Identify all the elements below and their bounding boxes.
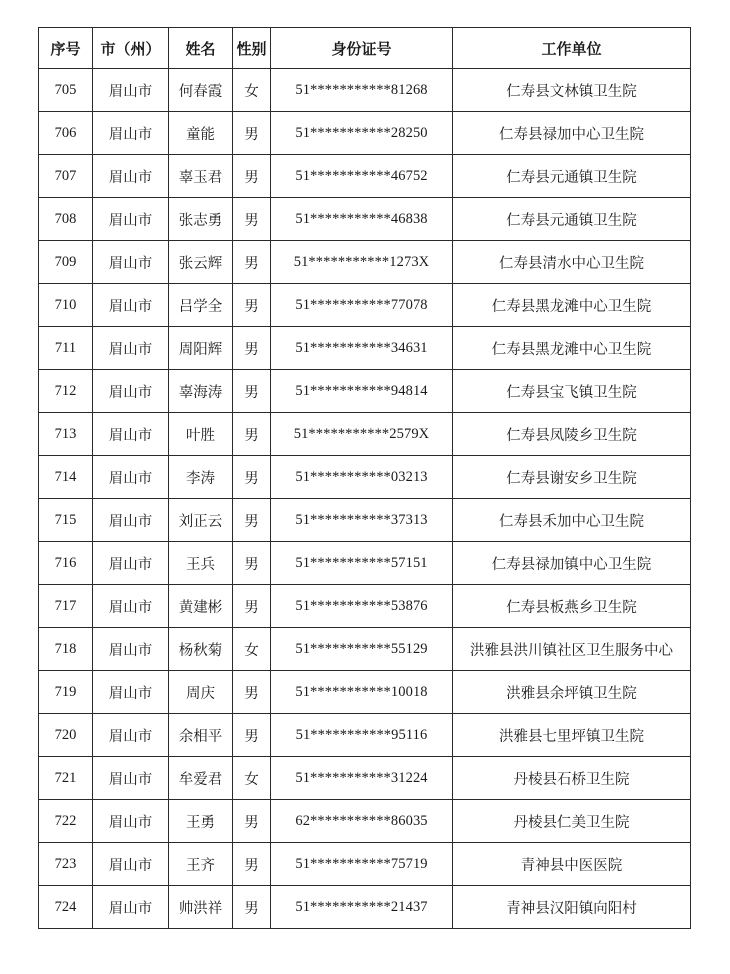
cell-seq: 715: [39, 499, 93, 542]
cell-city: 眉山市: [93, 112, 169, 155]
table-row: [39, 284, 691, 327]
table-row: [39, 542, 691, 585]
cell-seq: 711: [39, 327, 93, 370]
cell-workplace: 仁寿县黑龙滩中心卫生院: [453, 284, 691, 327]
cell-name: 帅洪祥: [169, 886, 233, 929]
cell-name: 杨秋菊: [169, 628, 233, 671]
table-row: [39, 886, 691, 929]
cell-id-number: 51***********95116: [271, 714, 453, 757]
cell-seq: 718: [39, 628, 93, 671]
cell-gender: 男: [233, 241, 271, 284]
cell-city: 眉山市: [93, 155, 169, 198]
cell-workplace: 仁寿县元通镇卫生院: [453, 198, 691, 241]
cell-workplace: 洪雅县七里坪镇卫生院: [453, 714, 691, 757]
cell-seq: 722: [39, 800, 93, 843]
cell-city: 眉山市: [93, 284, 169, 327]
cell-workplace: 仁寿县元通镇卫生院: [453, 155, 691, 198]
table-row: [39, 112, 691, 155]
cell-seq: 707: [39, 155, 93, 198]
header-id-number: 身份证号: [271, 28, 453, 69]
cell-city: 眉山市: [93, 413, 169, 456]
cell-gender: 男: [233, 714, 271, 757]
cell-workplace: 仁寿县谢安乡卫生院: [453, 456, 691, 499]
cell-workplace: 仁寿县禾加中心卫生院: [453, 499, 691, 542]
cell-seq: 706: [39, 112, 93, 155]
cell-city: 眉山市: [93, 370, 169, 413]
cell-gender: 男: [233, 327, 271, 370]
cell-seq: 720: [39, 714, 93, 757]
cell-seq: 724: [39, 886, 93, 929]
cell-name: 张志勇: [169, 198, 233, 241]
table-body: [39, 69, 691, 929]
cell-gender: 男: [233, 155, 271, 198]
cell-id-number: 51***********55129: [271, 628, 453, 671]
header-city: 市（州）: [93, 28, 169, 69]
header-seq: 序号: [39, 28, 93, 69]
cell-workplace: 仁寿县黑龙滩中心卫生院: [453, 327, 691, 370]
cell-name: 童能: [169, 112, 233, 155]
cell-seq: 719: [39, 671, 93, 714]
table-row: [39, 757, 691, 800]
cell-id-number: 51***********94814: [271, 370, 453, 413]
cell-gender: 男: [233, 499, 271, 542]
cell-name: 李涛: [169, 456, 233, 499]
cell-city: 眉山市: [93, 499, 169, 542]
cell-gender: 男: [233, 585, 271, 628]
cell-gender: 男: [233, 800, 271, 843]
table-row: [39, 456, 691, 499]
cell-id-number: 51***********57151: [271, 542, 453, 585]
cell-gender: 男: [233, 413, 271, 456]
cell-id-number: 51***********53876: [271, 585, 453, 628]
cell-name: 牟爱君: [169, 757, 233, 800]
header-name: 姓名: [169, 28, 233, 69]
cell-workplace: 丹棱县仁美卫生院: [453, 800, 691, 843]
cell-city: 眉山市: [93, 241, 169, 284]
cell-name: 周阳辉: [169, 327, 233, 370]
cell-gender: 女: [233, 69, 271, 112]
cell-workplace: 仁寿县禄加中心卫生院: [453, 112, 691, 155]
cell-city: 眉山市: [93, 843, 169, 886]
cell-name: 王勇: [169, 800, 233, 843]
cell-city: 眉山市: [93, 327, 169, 370]
table-row: [39, 327, 691, 370]
table-row: [39, 843, 691, 886]
cell-gender: 男: [233, 112, 271, 155]
cell-seq: 705: [39, 69, 93, 112]
cell-id-number: 51***********75719: [271, 843, 453, 886]
cell-city: 眉山市: [93, 456, 169, 499]
cell-id-number: 51***********03213: [271, 456, 453, 499]
cell-id-number: 51***********81268: [271, 69, 453, 112]
table-row: [39, 241, 691, 284]
cell-workplace: 仁寿县清水中心卫生院: [453, 241, 691, 284]
table-row: [39, 499, 691, 542]
cell-seq: 713: [39, 413, 93, 456]
cell-city: 眉山市: [93, 69, 169, 112]
cell-id-number: 51***********10018: [271, 671, 453, 714]
cell-workplace: 洪雅县洪川镇社区卫生服务中心: [453, 628, 691, 671]
cell-seq: 712: [39, 370, 93, 413]
table-row: [39, 628, 691, 671]
roster-table: [38, 27, 691, 929]
cell-gender: 女: [233, 757, 271, 800]
cell-workplace: 仁寿县宝飞镇卫生院: [453, 370, 691, 413]
cell-city: 眉山市: [93, 714, 169, 757]
table-row: [39, 198, 691, 241]
cell-workplace: 仁寿县凤陵乡卫生院: [453, 413, 691, 456]
cell-workplace: 青神县汉阳镇向阳村: [453, 886, 691, 929]
cell-name: 叶胜: [169, 413, 233, 456]
cell-city: 眉山市: [93, 542, 169, 585]
cell-id-number: 51***********31224: [271, 757, 453, 800]
table-row: [39, 413, 691, 456]
cell-id-number: 51***********46752: [271, 155, 453, 198]
table-row: [39, 370, 691, 413]
cell-workplace: 仁寿县文林镇卫生院: [453, 69, 691, 112]
table-row: [39, 800, 691, 843]
table-row: [39, 155, 691, 198]
cell-gender: 男: [233, 542, 271, 585]
cell-seq: 717: [39, 585, 93, 628]
cell-gender: 男: [233, 456, 271, 499]
cell-seq: 721: [39, 757, 93, 800]
header-row: [39, 28, 691, 69]
header-gender: 性别: [233, 28, 271, 69]
cell-city: 眉山市: [93, 800, 169, 843]
cell-seq: 716: [39, 542, 93, 585]
cell-workplace: 仁寿县禄加镇中心卫生院: [453, 542, 691, 585]
cell-seq: 714: [39, 456, 93, 499]
cell-city: 眉山市: [93, 886, 169, 929]
cell-name: 辜海涛: [169, 370, 233, 413]
cell-name: 周庆: [169, 671, 233, 714]
cell-seq: 709: [39, 241, 93, 284]
cell-city: 眉山市: [93, 757, 169, 800]
cell-gender: 男: [233, 284, 271, 327]
cell-id-number: 51***********34631: [271, 327, 453, 370]
table-row: [39, 69, 691, 112]
cell-workplace: 青神县中医医院: [453, 843, 691, 886]
cell-gender: 男: [233, 671, 271, 714]
header-workplace: 工作单位: [453, 28, 691, 69]
cell-name: 张云辉: [169, 241, 233, 284]
cell-seq: 708: [39, 198, 93, 241]
table-row: [39, 585, 691, 628]
cell-workplace: 仁寿县板燕乡卫生院: [453, 585, 691, 628]
cell-id-number: 51***********1273X: [271, 241, 453, 284]
cell-seq: 723: [39, 843, 93, 886]
cell-id-number: 62***********86035: [271, 800, 453, 843]
cell-id-number: 51***********37313: [271, 499, 453, 542]
cell-name: 黄建彬: [169, 585, 233, 628]
cell-city: 眉山市: [93, 628, 169, 671]
cell-name: 辜玉君: [169, 155, 233, 198]
cell-gender: 男: [233, 886, 271, 929]
cell-city: 眉山市: [93, 198, 169, 241]
cell-name: 余相平: [169, 714, 233, 757]
cell-name: 何春霞: [169, 69, 233, 112]
cell-name: 刘正云: [169, 499, 233, 542]
cell-workplace: 洪雅县余坪镇卫生院: [453, 671, 691, 714]
cell-id-number: 51***********46838: [271, 198, 453, 241]
cell-seq: 710: [39, 284, 93, 327]
cell-gender: 男: [233, 370, 271, 413]
cell-name: 吕学全: [169, 284, 233, 327]
cell-name: 王兵: [169, 542, 233, 585]
cell-gender: 男: [233, 843, 271, 886]
cell-id-number: 51***********2579X: [271, 413, 453, 456]
cell-id-number: 51***********21437: [271, 886, 453, 929]
cell-id-number: 51***********28250: [271, 112, 453, 155]
cell-gender: 女: [233, 628, 271, 671]
cell-name: 王齐: [169, 843, 233, 886]
cell-gender: 男: [233, 198, 271, 241]
cell-city: 眉山市: [93, 585, 169, 628]
table-row: [39, 671, 691, 714]
table-header: [39, 28, 691, 69]
cell-city: 眉山市: [93, 671, 169, 714]
cell-workplace: 丹棱县石桥卫生院: [453, 757, 691, 800]
cell-id-number: 51***********77078: [271, 284, 453, 327]
table-row: [39, 714, 691, 757]
